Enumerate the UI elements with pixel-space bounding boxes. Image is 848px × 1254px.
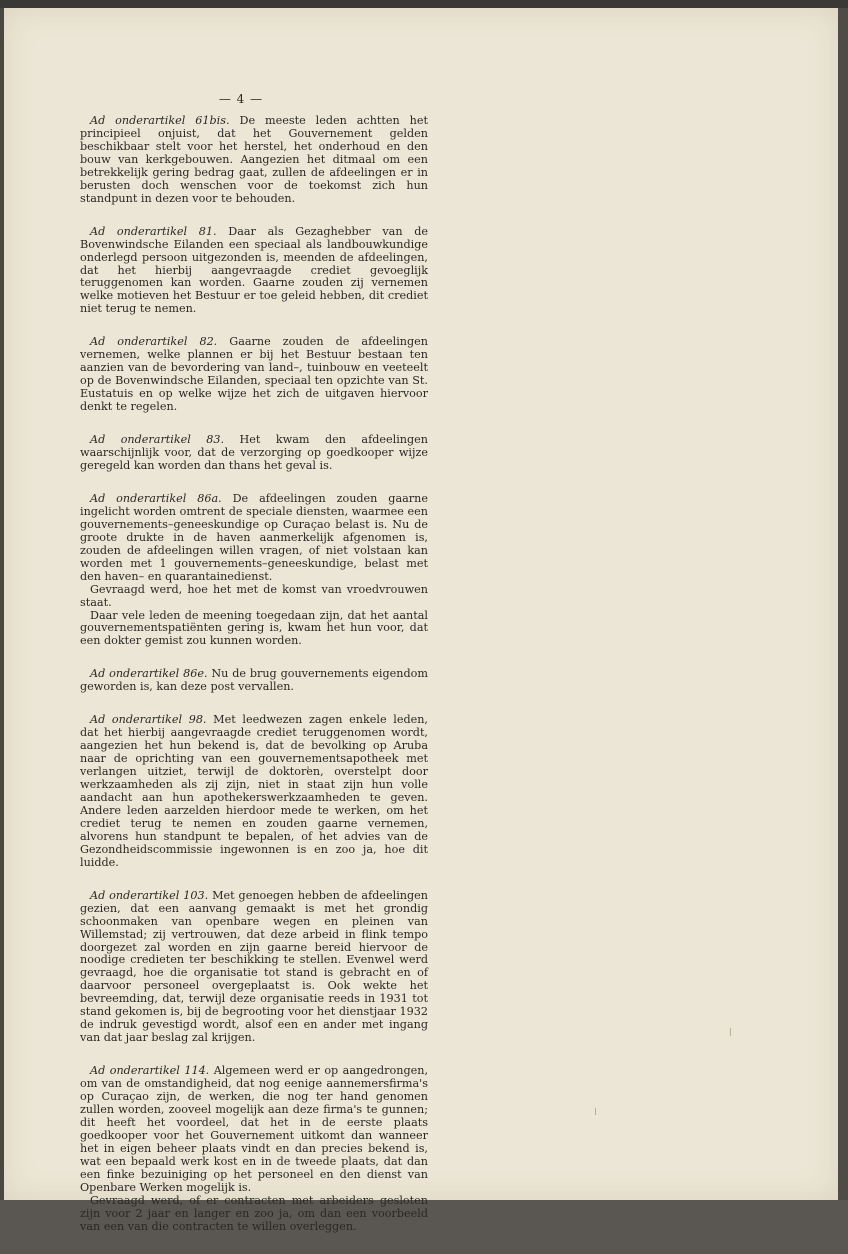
paragraph: Gevraagd werd, of er contracten met arbeiders gesloten zijn voor 2 jaar en langer en zoo ja, om dan een voorbeeld van een van die contracten te willen overleggen. — [80, 1193, 428, 1233]
paragraph-text: Nu de brug gouvernements eigendom geworden is, kan deze post vervallen. — [80, 667, 428, 694]
section-title: Ad onderartikel 114. — [90, 1064, 210, 1078]
document-page — [4, 8, 838, 1233]
page-number: — 4 — — [218, 92, 264, 106]
paper-speck — [595, 1108, 596, 1115]
section-86a — [80, 493, 428, 648]
document-body — [80, 115, 428, 1254]
section-98 — [80, 714, 428, 869]
scan-border-top — [0, 0, 848, 8]
section-title: Ad onderartikel 86a. — [90, 491, 222, 505]
paragraph — [80, 226, 428, 317]
section-61bis — [80, 115, 428, 206]
paragraph-text: Met genoegen hebben de afdeelingen gezien, dat een aanvang gemaakt is met het grondig schoonmaken van openbare wegen en pleinen van Willemstad; zij vertrouwen, dat deze arbeid in flink tempo doorgezet zal worden en zijn gaarne bereid hiervoor de noodige credieten ter beschikking te stellen. Evenwel werd gevraagd, hoe die organisatie tot stand is gebracht en of daarvoor personeel overgeplaatst is. Ook wekte het bevreemding, dat, terwijl deze organisatie reeds in 1931 tot stand gekomen is, bij de begrooting voor het dienstjaar 1932 de indruk gevestigd wordt, alsof een en ander met ingang van dat jaar beslag zal krijgen. — [80, 888, 428, 1045]
paragraph-text: Het kwam den afdeelingen waarschijnlijk voor, dat de verzorging op goedkooper wijze geregeld kan worden dan thans het geval is. — [80, 433, 428, 472]
paragraph-text: De afdeelingen zouden gaarne ingelicht worden omtrent de speciale diensten, waarmee een gouvernements–geneeskundige op Curaçao belast is. Nu de groote drukte in de haven aanmerkelijk afgenomen is, zouden de afdeelingen willen vragen, of niet volstaan kan worden met 1 gouvernements–geneeskundige, belast met den haven– en quarantainedienst. — [80, 491, 428, 583]
paragraph: Daar vele leden de meening toegedaan zijn, dat het aantal gouvernementspatiënten gering is, kwam het hun voor, dat een dokter gemist zou kunnen worden. — [80, 608, 428, 648]
paper-speck — [730, 1028, 731, 1036]
section-title: Ad onderartikel 61bis. — [90, 114, 230, 127]
paragraph-text: De meeste leden achtten het principieel onjuist, dat het Gouvernement gelden beschikbaar stelt voor het herstel, het onderhoud en den bouw van kerkgebouwen. Aangezien het ditmaal om een betrekkelijk gering bedrag gaat, zullen de afdeelingen er in berusten doch wenschen voor de toekomst zich hun standpunt in dezen voor te behouden. — [80, 114, 428, 205]
section-86e — [80, 668, 428, 694]
section-114 — [80, 1065, 428, 1233]
paragraph — [80, 434, 428, 473]
section-title: Ad onderartikel 82. — [90, 335, 218, 349]
paragraph — [80, 336, 428, 414]
section-title: Ad onderartikel 81. — [90, 224, 217, 238]
section-title: Ad onderartikel 86e. — [90, 667, 208, 681]
paragraph — [80, 115, 428, 206]
section-82 — [80, 336, 428, 414]
paragraph-text: Gaarne zouden de afdeelingen vernemen, welke plannen er bij het Bestuur bestaan ten aanzien van de bevordering van land–, tuinbouw en veeteelt op de Bovenwindsche Eilanden, speciaal ten opzichte van St. Eustatuis en op welke wijze het zich de uitgaven hiervoor denkt te regelen. — [80, 335, 428, 414]
section-title: Ad onderartikel 83. — [90, 433, 225, 447]
section-81 — [80, 226, 428, 317]
section-title: Ad onderartikel 98. — [90, 713, 207, 727]
paragraph-text: Daar als Gezaghebber van de Bovenwindsche Eilanden een speciaal als landbouwkundige onderlegd persoon uitgezonden is, meenden de afdeelingen, dat het hierbij aangevraagde crediet gevoeglijk teruggenomen kan worden. Gaarne zouden zij vernemen welke motieven het Bestuur er toe geleid hebben, dit crediet niet terug te nemen. — [80, 224, 428, 316]
scan-border-right — [838, 8, 848, 1200]
section-83 — [80, 434, 428, 473]
paragraph-text: Algemeen werd er op aangedrongen, om van de omstandigheid, dat nog eenige aannemersfirma's op Curaçao zijn, de werken, die nog ter hand genomen zullen worden, zooveel mogelijk aan deze firma's te gunnen; dit heeft het voordeel, dat het in de eerste plaats goedkooper voor het Gouvernement uitkomt dan wanneer het in eigen beheer plaats vindt en dan precies bekend is, wat een bepaald werk kost en in de tweede plaats, dat dan een finke bezuiniging op het personeel en den dienst van Openbare Werken mogelijk is. — [80, 1064, 429, 1194]
paragraph — [80, 890, 428, 1045]
paragraph-text: Met leedwezen zagen enkele leden, dat het hierbij aangevraagde crediet teruggenomen wordt, aangezien het hun bekend is, dat de bevolking op Aruba naar de oprichting van een gouvernementsapotheek met verlangen uitziet, terwijl de doktoren, overstelpt door werkzaamheden als zij zijn, niet in staat zijn hun volle aandacht aan hun apothekerswerkzaamheden te geven. Andere leden aarzelden hierdoor mede te werken, om het crediet terug te nemen en zouden gaarne vernemen, alvorens hun standpunt te bepalen, of het advies van de Gezondheidscommissie ingewonnen is en zoo ja, hoe dit luidde. — [80, 713, 428, 869]
paragraph — [80, 714, 428, 869]
paragraph — [80, 493, 428, 584]
paragraph — [80, 668, 428, 694]
paragraph — [80, 1065, 428, 1195]
section-title: Ad onderartikel 103. — [90, 888, 209, 902]
section-103 — [80, 890, 428, 1045]
paragraph: Gevraagd werd, hoe het met de komst van vroedvrouwen staat. — [80, 582, 428, 609]
